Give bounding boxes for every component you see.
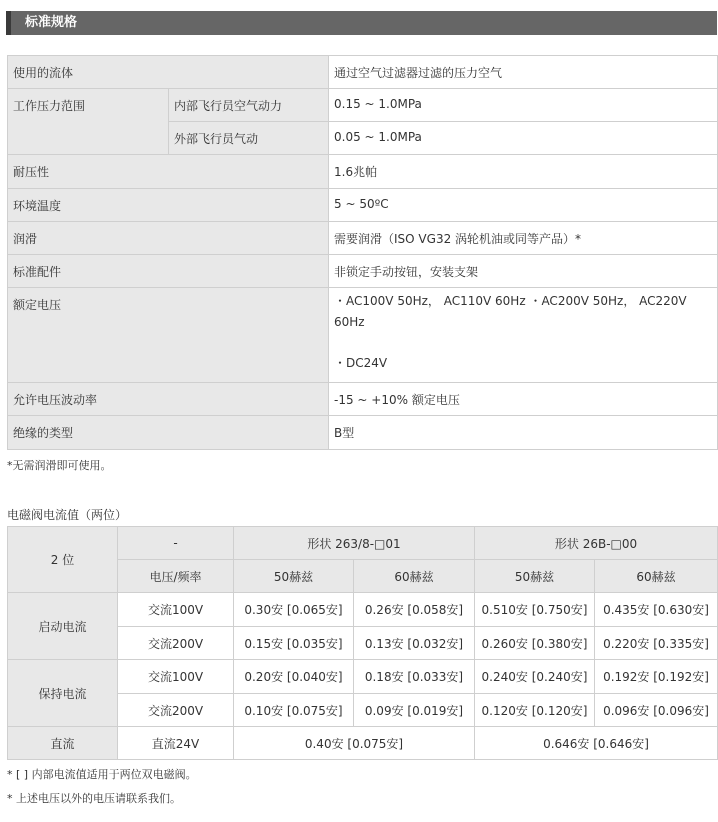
table-row: [8, 56, 718, 89]
spec-sublabel: 外部飞行员气动: [169, 122, 329, 155]
spec-label: 工作压力范围: [8, 89, 169, 155]
voltage-ac-text: ・AC100V 50Hz， AC110V 60Hz ・AC200V 50Hz， AC220V 60Hz: [334, 294, 687, 329]
voltage-cell: 交流100V: [118, 660, 234, 694]
voltage-cell: 交流100V: [118, 593, 234, 627]
hz50-header: 50赫兹: [475, 560, 595, 593]
voltage-frequency-header: 电压/频率: [118, 560, 234, 593]
table-row: [8, 222, 718, 255]
table-row: [8, 255, 718, 288]
value-cell: 0.30安 [0.065安]: [234, 593, 354, 627]
table-row: [8, 288, 718, 383]
spec-label: 环境温度: [8, 189, 329, 222]
value-cell: 0.40安 [0.075安]: [234, 727, 475, 760]
corner-cell: 2 位: [8, 527, 118, 593]
spec-label: 标准配件: [8, 255, 329, 288]
value-cell: 0.10安 [0.075安]: [234, 694, 354, 727]
table-row: [8, 383, 718, 416]
spec-value: B型: [329, 416, 718, 450]
table-row: [8, 727, 718, 760]
spec-value: 通过空气过滤器过滤的压力空气: [329, 56, 718, 89]
table-row: [8, 155, 718, 189]
value-cell: 0.09安 [0.019安]: [354, 694, 475, 727]
dash-cell: -: [118, 527, 234, 560]
value-cell: 0.20安 [0.040安]: [234, 660, 354, 694]
current-table-title: 电磁阀电流值（两位）: [7, 508, 128, 522]
hz60-header: 60赫兹: [595, 560, 718, 593]
footnote-other-voltage: * 上述电压以外的电压请联系我们。: [7, 792, 181, 805]
spec-value: 需要润滑（ISO VG32 涡轮机油或同等产品）*: [329, 222, 718, 255]
spec-value: 5 ~ 50ºC: [329, 189, 718, 222]
value-cell: 0.510安 [0.750安]: [475, 593, 595, 627]
current-table: [7, 526, 718, 760]
spec-value: 1.6兆帕: [329, 155, 718, 189]
spec-label: 额定电压: [8, 288, 329, 383]
spec-label: 耐压性: [8, 155, 329, 189]
model-a-header: 形状 263/8-□01: [234, 527, 475, 560]
value-cell: 0.260安 [0.380安]: [475, 627, 595, 660]
value-cell: 0.120安 [0.120安]: [475, 694, 595, 727]
table-row: [8, 593, 718, 627]
section-title: 标准规格: [25, 15, 78, 30]
value-cell: 0.13安 [0.032安]: [354, 627, 475, 660]
value-cell: 0.26安 [0.058安]: [354, 593, 475, 627]
spec-sublabel: 内部飞行员空气动力: [169, 89, 329, 122]
spec-label: 绝缘的类型: [8, 416, 329, 450]
value-cell: 0.096安 [0.096安]: [595, 694, 718, 727]
dc-label: 直流: [8, 727, 118, 760]
value-cell: 0.192安 [0.192安]: [595, 660, 718, 694]
value-cell: 0.240安 [0.240安]: [475, 660, 595, 694]
holding-current-label: 保持电流: [8, 660, 118, 727]
voltage-dc-text: ・DC24V: [334, 356, 388, 370]
header-accent: [6, 11, 11, 35]
footnote-bracket: * [ ] 内部电流值适用于两位双电磁阀。: [7, 768, 197, 781]
voltage-cell: 交流200V: [118, 694, 234, 727]
footnote-lubrication: *无需润滑即可使用。: [7, 459, 112, 472]
hz50-header: 50赫兹: [234, 560, 354, 593]
table-row: [8, 660, 718, 694]
spec-label: 润滑: [8, 222, 329, 255]
spec-value: -15 ~ +10% 额定电压: [329, 383, 718, 416]
value-cell: 0.435安 [0.630安]: [595, 593, 718, 627]
spec-table: [7, 55, 718, 450]
table-row: [8, 527, 718, 560]
value-cell: 0.220安 [0.335安]: [595, 627, 718, 660]
table-row: [8, 89, 718, 122]
spec-value: 0.05 ~ 1.0MPa: [329, 122, 718, 155]
spec-value: 0.15 ~ 1.0MPa: [329, 89, 718, 122]
spec-value: 非锁定手动按钮，安装支架: [329, 255, 718, 288]
spec-label: 使用的流体: [8, 56, 329, 89]
value-cell: 0.18安 [0.033安]: [354, 660, 475, 694]
section-header-bar: [6, 11, 717, 35]
hz60-header: 60赫兹: [354, 560, 475, 593]
value-cell: 0.646安 [0.646安]: [475, 727, 718, 760]
table-row: [8, 416, 718, 450]
spec-value: [329, 288, 718, 383]
spec-label: 允许电压波动率: [8, 383, 329, 416]
model-b-header: 形状 26B-□00: [475, 527, 718, 560]
table-row: [8, 189, 718, 222]
inrush-current-label: 启动电流: [8, 593, 118, 660]
voltage-cell: 直流24V: [118, 727, 234, 760]
value-cell: 0.15安 [0.035安]: [234, 627, 354, 660]
voltage-cell: 交流200V: [118, 627, 234, 660]
